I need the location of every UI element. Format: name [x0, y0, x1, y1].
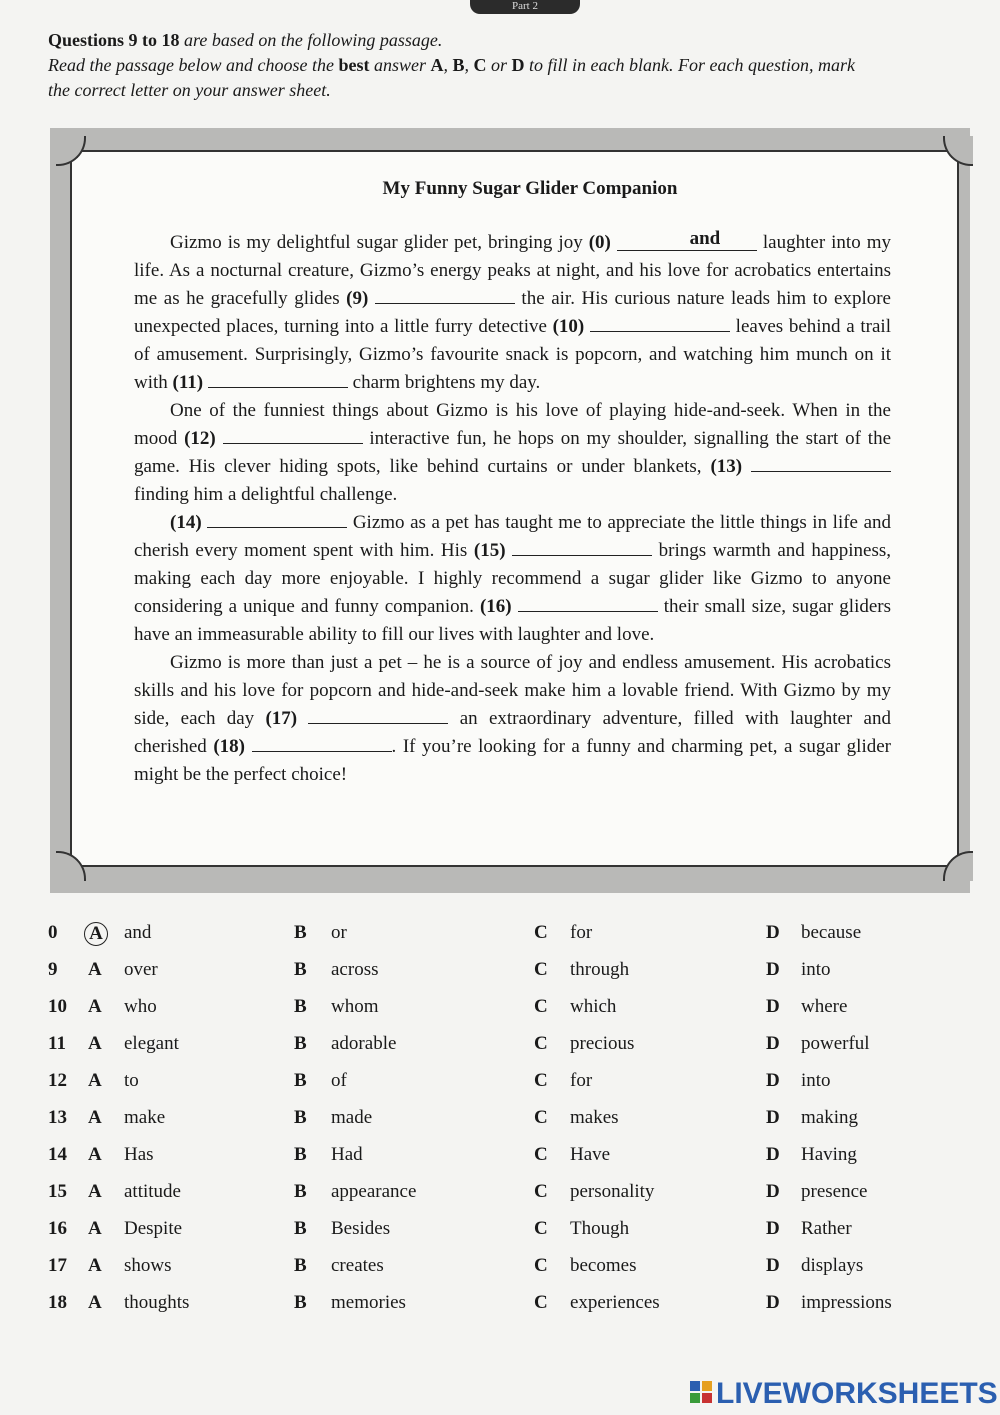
option-letter-c[interactable]: C: [534, 1181, 548, 1202]
option-letter-c[interactable]: C: [534, 1107, 548, 1128]
option-letter-b[interactable]: B: [294, 1292, 307, 1313]
option-b-text[interactable]: across: [331, 959, 379, 980]
blank-11[interactable]: [208, 373, 348, 388]
option-letter-b[interactable]: B: [294, 959, 307, 980]
question-number: 9: [48, 959, 58, 980]
text-run: finding him a delightful challenge.: [134, 484, 398, 505]
option-letter-d[interactable]: D: [766, 1255, 780, 1276]
option-d-text[interactable]: because: [801, 922, 862, 943]
blank-number-13: (13): [710, 456, 743, 477]
option-letter-c[interactable]: C: [534, 1070, 548, 1091]
blank-17[interactable]: [308, 709, 448, 724]
option-a-text[interactable]: and: [124, 922, 152, 943]
blank-number-12: (12): [184, 428, 216, 449]
option-b-text[interactable]: memories: [331, 1292, 406, 1313]
option-b-text[interactable]: or: [331, 922, 347, 943]
text-run: the air. His curious nature leads him to explore unexpected places, turning into a little furry detective: [134, 288, 891, 337]
option-row-11: [48, 1033, 948, 1070]
option-letter-b[interactable]: B: [294, 1070, 307, 1091]
option-a-text[interactable]: thoughts: [124, 1292, 190, 1313]
liveworksheets-logo-icon: [690, 1381, 712, 1403]
option-row-14: [48, 1144, 948, 1181]
option-d-text[interactable]: presence: [801, 1181, 868, 1202]
option-a-text[interactable]: shows: [124, 1255, 172, 1276]
question-number: 0: [48, 922, 58, 943]
option-row-17: [48, 1255, 948, 1292]
blank-9[interactable]: [375, 289, 515, 304]
instr-b: best: [338, 55, 370, 75]
blank-18[interactable]: [252, 737, 392, 752]
option-d-text[interactable]: Having: [801, 1144, 857, 1165]
option-letter-a[interactable]: A: [88, 1107, 102, 1128]
text-run: One of the funniest things about Gizmo is his love of playing hide-and-seek. When in the mood: [134, 400, 891, 449]
questions-range: Questions 9 to 18: [48, 30, 180, 50]
option-b-text[interactable]: adorable: [331, 1033, 397, 1054]
option-d-text[interactable]: where: [801, 996, 848, 1017]
option-letter-b[interactable]: B: [294, 1218, 307, 1239]
option-letter-d[interactable]: D: [766, 1218, 780, 1239]
blank-0[interactable]: and: [617, 230, 757, 251]
blank-number-18: (18): [213, 736, 245, 757]
text-run: an extraordinary adventure, filled with laughter and cherished: [134, 708, 891, 757]
text-run: Gizmo is my delightful sugar glider pet, bringing joy: [170, 232, 589, 253]
blank-13[interactable]: [751, 457, 891, 472]
option-c-text[interactable]: experiences: [570, 1292, 660, 1313]
blank-number-15: (15): [473, 540, 506, 561]
option-letter-b[interactable]: B: [294, 1144, 307, 1165]
option-b-text[interactable]: made: [331, 1107, 373, 1128]
instr-j: D: [511, 55, 525, 75]
paragraph-1: [134, 229, 891, 397]
option-row-12: [48, 1070, 948, 1107]
option-row-9: [48, 959, 948, 996]
instr-g: ,: [464, 55, 474, 75]
option-letter-d[interactable]: D: [766, 959, 780, 980]
option-b-text[interactable]: Had: [331, 1144, 363, 1165]
instr-a: Read the passage below and choose the: [48, 55, 339, 75]
option-letter-d[interactable]: D: [766, 1181, 780, 1202]
instr-h: C: [473, 55, 487, 75]
instructions-line1: are based on the following passage.: [179, 30, 443, 50]
blank-14[interactable]: [207, 513, 347, 528]
passage-text: [134, 229, 891, 789]
option-d-text[interactable]: impressions: [801, 1292, 892, 1313]
blank-number-16: (16): [479, 596, 512, 617]
option-letter-c[interactable]: C: [534, 1033, 548, 1054]
question-number: 15: [48, 1181, 67, 1202]
frame-corner: [943, 136, 973, 166]
blank-number-9: (9): [346, 288, 369, 309]
question-number: 12: [48, 1070, 67, 1091]
instr-c: answer: [369, 55, 431, 75]
passage-title: My Funny Sugar Glider Companion: [382, 178, 678, 199]
option-c-text[interactable]: for: [570, 922, 593, 943]
option-row-13: [48, 1107, 948, 1144]
option-letter-d[interactable]: D: [766, 1107, 780, 1128]
text-run: their small size, sugar gliders have an immeasurable ability to fill our lives with laughter and love.: [134, 596, 892, 645]
option-letter-d[interactable]: D: [766, 1070, 780, 1091]
option-row-16: [48, 1218, 948, 1255]
blank-number-11: (11): [172, 372, 204, 393]
option-letter-c[interactable]: C: [534, 996, 548, 1017]
question-number: 11: [48, 1033, 66, 1054]
option-letter-a[interactable]: A: [88, 1033, 102, 1054]
option-a-text[interactable]: Has: [124, 1144, 154, 1165]
option-d-text[interactable]: into: [801, 959, 831, 980]
option-letter-b[interactable]: B: [294, 1107, 307, 1128]
example-answer-circle: A: [84, 922, 108, 946]
option-letter-d[interactable]: D: [766, 996, 780, 1017]
option-row-15: [48, 1181, 948, 1218]
option-letter-c[interactable]: C: [534, 922, 548, 943]
question-number: 17: [48, 1255, 67, 1276]
instr-e: ,: [443, 55, 453, 75]
question-number: 16: [48, 1218, 67, 1239]
option-a-text[interactable]: make: [124, 1107, 166, 1128]
paragraph-4: [134, 649, 891, 789]
option-c-text[interactable]: personality: [570, 1181, 655, 1202]
option-a-text[interactable]: attitude: [124, 1181, 181, 1202]
option-letter-a[interactable]: A: [88, 1070, 102, 1091]
liveworksheets-logo: [690, 1377, 998, 1411]
question-number: 13: [48, 1107, 67, 1128]
option-d-text[interactable]: Rather: [801, 1218, 852, 1239]
option-a-text[interactable]: to: [124, 1070, 139, 1091]
option-letter-c[interactable]: C: [534, 1218, 548, 1239]
text-run: interactive fun, he hops on my shoulder, signalling the start of the game. His clever hiding spots, like behind curtains or under blankets,: [134, 428, 891, 477]
option-c-text[interactable]: precious: [570, 1033, 635, 1054]
blank-16[interactable]: [518, 597, 658, 612]
blank-number-14: (14): [170, 512, 202, 533]
option-letter-d[interactable]: D: [766, 1144, 780, 1165]
option-letter-a[interactable]: [88, 922, 108, 946]
option-letter-c[interactable]: C: [534, 1292, 548, 1313]
instructions: [48, 28, 973, 103]
option-letter-b[interactable]: B: [294, 1255, 307, 1276]
option-letter-c[interactable]: C: [534, 1255, 548, 1276]
option-b-text[interactable]: appearance: [331, 1181, 417, 1202]
text-run: leaves behind a trail of amusement. Surprisingly, Gizmo’s favourite snack is popcorn, and watching him munch on it with: [134, 316, 891, 393]
paragraph-2: [134, 397, 891, 509]
option-c-text[interactable]: through: [570, 959, 630, 980]
option-letter-b[interactable]: B: [294, 1181, 307, 1202]
option-letter-a[interactable]: A: [88, 996, 102, 1017]
instructions-line3: the correct letter on your answer sheet.: [48, 80, 331, 100]
option-row-18: [48, 1292, 948, 1329]
instr-d: A: [430, 55, 444, 75]
option-c-text[interactable]: becomes: [570, 1255, 637, 1276]
option-letter-b[interactable]: B: [294, 922, 307, 943]
option-letter-a[interactable]: A: [88, 1218, 102, 1239]
text-run: brings warmth and happiness, making each day more enjoyable. I highly recommend a sugar glider like Gizmo to anyone considering a unique and funny companion.: [134, 540, 892, 617]
option-b-text[interactable]: whom: [331, 996, 379, 1017]
question-number: 14: [48, 1144, 67, 1165]
option-d-text[interactable]: displays: [801, 1255, 864, 1276]
instr-i: or: [486, 55, 512, 75]
instr-k: to fill in each blank. For each question, mark: [524, 55, 855, 75]
option-a-text[interactable]: over: [124, 959, 158, 980]
blank-number-17: (17): [265, 708, 298, 729]
blank-12[interactable]: [223, 429, 363, 444]
option-letter-b[interactable]: B: [294, 996, 307, 1017]
text-run: Gizmo is more than just a pet – he is a source of joy and endless amusement. His acrobatics skills and his love for popcorn and hide-and-seek make him a lovable friend. With Gizmo by my side, each day: [134, 652, 891, 729]
text-run: Gizmo as a pet has taught me to appreciate the little things in life and cherish every moment spent with him. His: [134, 512, 891, 561]
option-c-text[interactable]: which: [570, 996, 617, 1017]
option-c-text[interactable]: Though: [570, 1218, 630, 1239]
option-d-text[interactable]: into: [801, 1070, 831, 1091]
blank-15[interactable]: [512, 541, 652, 556]
option-letter-c[interactable]: C: [534, 1144, 548, 1165]
option-a-text[interactable]: elegant: [124, 1033, 179, 1054]
text-run: charm brightens my day.: [347, 372, 541, 393]
option-letter-d[interactable]: D: [766, 1292, 780, 1313]
blank-number-0: (0): [588, 232, 611, 253]
question-number: 18: [48, 1292, 67, 1313]
option-letter-d[interactable]: D: [766, 1033, 780, 1054]
answer-options: [48, 922, 948, 1329]
option-row-0: [48, 922, 948, 959]
paragraph-3: [134, 509, 891, 649]
part-tab: Part 2: [470, 0, 580, 14]
blank-number-10: (10): [552, 316, 585, 337]
option-a-text[interactable]: who: [124, 996, 157, 1017]
question-number: 10: [48, 996, 67, 1017]
option-b-text[interactable]: of: [331, 1070, 347, 1091]
text-run: laughter into my life. As a nocturnal creature, Gizmo’s energy peaks at night, and his love for acrobatics entertains me as he gracefully glides: [134, 232, 892, 309]
option-letter-a[interactable]: A: [88, 1144, 102, 1165]
option-d-text[interactable]: making: [801, 1107, 858, 1128]
option-c-text[interactable]: for: [570, 1070, 593, 1091]
option-letter-d[interactable]: D: [766, 922, 780, 943]
frame-corner: [56, 851, 86, 881]
frame-corner: [943, 851, 973, 881]
frame-corner: [56, 136, 86, 166]
option-b-text[interactable]: Besides: [331, 1218, 391, 1239]
option-c-text[interactable]: makes: [570, 1107, 619, 1128]
option-letter-a[interactable]: A: [88, 1292, 102, 1313]
option-row-10: [48, 996, 948, 1033]
option-c-text[interactable]: Have: [570, 1144, 611, 1165]
logo-text: LIVEWORKSHEETS: [716, 1377, 998, 1410]
text-run: . If you’re looking for a funny and charming pet, a sugar glider might be the perfect choice!: [134, 736, 892, 785]
option-a-text[interactable]: Despite: [124, 1218, 183, 1239]
blank-10[interactable]: [590, 317, 730, 332]
option-letter-a[interactable]: A: [88, 1255, 102, 1276]
option-letter-c[interactable]: C: [534, 959, 548, 980]
instr-f: B: [452, 55, 465, 75]
option-letter-a[interactable]: A: [88, 959, 102, 980]
option-b-text[interactable]: creates: [331, 1255, 384, 1276]
option-d-text[interactable]: powerful: [801, 1033, 870, 1054]
option-letter-a[interactable]: A: [88, 1181, 102, 1202]
option-letter-b[interactable]: B: [294, 1033, 307, 1054]
